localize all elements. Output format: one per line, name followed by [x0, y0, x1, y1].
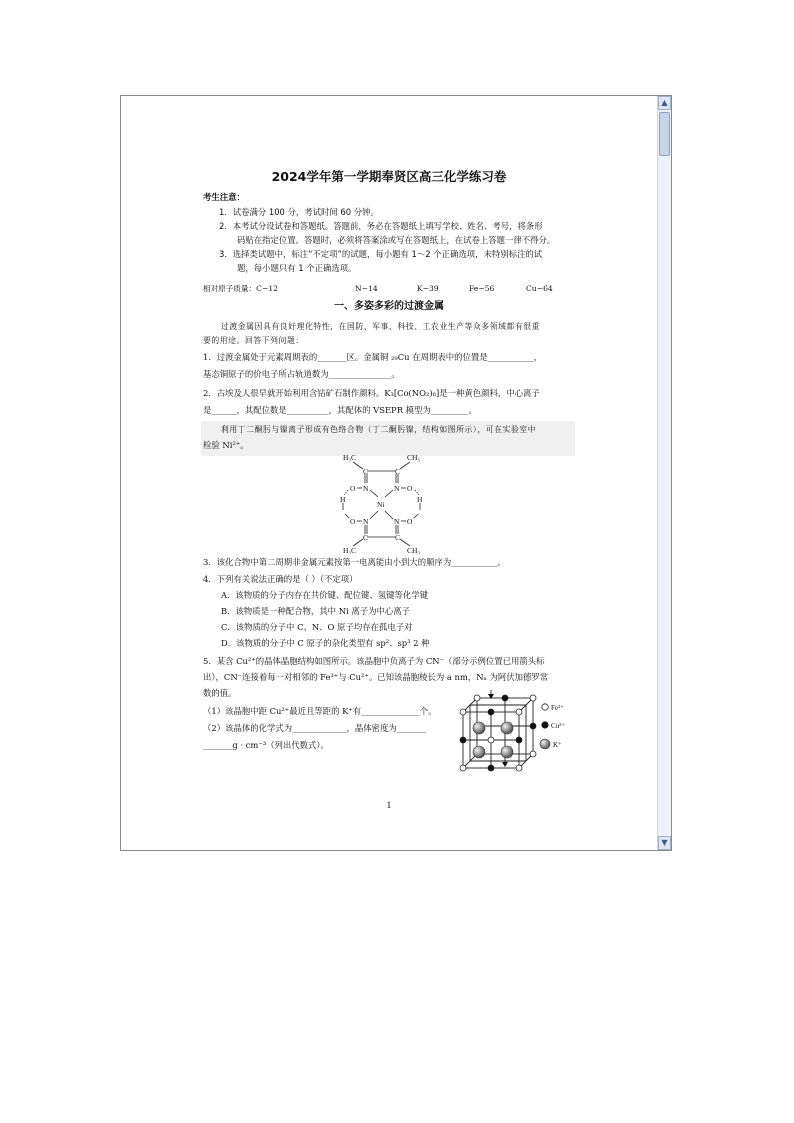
- struct-label: H₃C: [343, 546, 357, 554]
- question-5: 出），CN⁻连接着每一对相邻的 Fe³⁺与 Cu²⁺。已知该晶胞棱长为 a nm，Nₐ 为阿伏加德罗常: [203, 672, 549, 682]
- question-5-sub1: （1）该晶胞中距 Cu²⁺最近且等距的 K⁺有______________个。: [203, 706, 437, 716]
- page-number: 1: [386, 800, 392, 810]
- page: [121, 96, 657, 850]
- legend-k: K⁺: [553, 741, 562, 749]
- notice-item: 码贴在指定位置。答题时，必须将答案涂或写在答题纸上，在试卷上答题一律不得分。: [237, 235, 556, 245]
- atomic-mass-label: 相对原子质量：C−12: [203, 284, 278, 293]
- option-d: D．该物质的分子中 C 原子的杂化类型有 sp²、sp³ 2 种: [221, 638, 430, 648]
- atomic-mass-fe: Fe−56: [469, 284, 495, 293]
- option-c: C．该物质的分子中 C、N、O 原子均存在孤电子对: [221, 622, 413, 632]
- notice-item: 1．试卷满分 100 分，考试时间 60 分钟。: [219, 207, 379, 217]
- notice-item: 3．选择类试题中，标注“不定项”的试题，每小题有 1～2 个正确选项，未特别标注的试: [219, 249, 543, 259]
- struct-label: O: [407, 484, 413, 493]
- crystal-cell-diagram: [457, 690, 587, 778]
- question-3: 3．该化合物中第二周期非金属元素按第一电离能由小到大的顺序为___________。: [203, 557, 506, 567]
- notice-item: 题，每小题只有 1 个正确选项。: [237, 263, 357, 273]
- shaded-text: 利用丁二酮肟与镍离子形成有色络合物（丁二酮肟镍，结构如图所示），可在实验室中: [221, 425, 537, 434]
- scroll-down-icon[interactable]: ▼: [658, 836, 671, 850]
- section-intro: 过渡金属因具有良好理化特性，在国防、军事、科技、工农业生产等众多领域都有很重: [221, 322, 541, 331]
- section-title: 一、多姿多彩的过渡金属: [334, 301, 444, 312]
- atomic-mass-cu: Cu−64: [526, 284, 553, 293]
- question-2: 是______，其配位数是__________，其配体的 VSEPR 模型为_________。: [203, 405, 477, 415]
- question-4-stem: 4．下列有关说法正确的是（ ）（不定项）: [203, 574, 358, 584]
- struct-label: C: [395, 467, 401, 476]
- question-1: 1．过渡金属处于元素周期表的_______区。金属铜 ₂₉Cu 在周期表中的位置是___________，: [203, 352, 543, 362]
- question-5: 5．某含 Cu²⁺的晶体晶胞结构如图所示。该晶胞中负离子为 CN⁻（部分示例位置已用箭头标: [203, 656, 545, 666]
- atomic-mass-k: K−39: [417, 284, 439, 293]
- question-5-sub2: （2）该晶体的化学式为_____________，晶体密度为_______: [203, 723, 427, 733]
- document-viewer: [120, 95, 672, 851]
- question-2: 2．古埃及人很早就开始利用含钴矿石制作颜料。K₃[Co(NO₂)₆]是一种黄色颜料，中心离子: [203, 388, 540, 398]
- atomic-mass-n: N−14: [355, 284, 378, 293]
- scroll-up-icon[interactable]: ▲: [658, 96, 671, 110]
- struct-label: CH₃: [407, 453, 421, 462]
- legend-cu: Cu²⁺: [551, 722, 565, 730]
- struct-label: Ni: [377, 500, 385, 509]
- legend-fe: Fe³⁺: [551, 704, 564, 712]
- struct-label: C: [363, 467, 369, 476]
- nickel-dimethylglyoxime-structure: [331, 452, 441, 554]
- option-b: B．该物质是一种配合物，其中 Ni 离子为中心离子: [221, 606, 410, 616]
- struct-label: N: [363, 517, 369, 526]
- struct-label: H: [417, 495, 423, 504]
- page-title: 2024学年第一学期奉贤区高三化学练习卷: [271, 169, 507, 184]
- option-a: A．该物质的分子内存在共价键、配位键、氢键等化学键: [221, 590, 429, 600]
- question-5-sub3: _______g · cm⁻³（列出代数式）。: [203, 740, 329, 750]
- notice-heading: 考生注意：: [203, 192, 245, 202]
- section-intro: 要的用途。回答下列问题：: [203, 336, 304, 345]
- struct-label: C: [395, 533, 401, 542]
- vertical-scrollbar[interactable]: [657, 96, 671, 850]
- struct-label: N: [394, 484, 400, 493]
- shaded-text: 检验 Ni²⁺。: [203, 440, 249, 450]
- struct-label: H: [340, 495, 346, 504]
- struct-label: N: [363, 484, 369, 493]
- struct-label: CH₃: [407, 546, 421, 554]
- struct-label: N: [394, 517, 400, 526]
- scrollbar-thumb[interactable]: [659, 112, 670, 156]
- struct-label: H₃C: [343, 453, 357, 462]
- struct-label: O: [350, 484, 356, 493]
- question-1: 基态铜原子的价电子所占轨道数为_______________。: [203, 369, 400, 379]
- struct-label: O: [350, 517, 356, 526]
- struct-label: O: [407, 517, 413, 526]
- struct-label: C: [363, 533, 369, 542]
- notice-item: 2．本考试分设试卷和答题纸。答题前，务必在答题纸上填写学校、姓名、考号，将条形: [219, 221, 543, 231]
- question-5: 数的值。: [203, 688, 237, 698]
